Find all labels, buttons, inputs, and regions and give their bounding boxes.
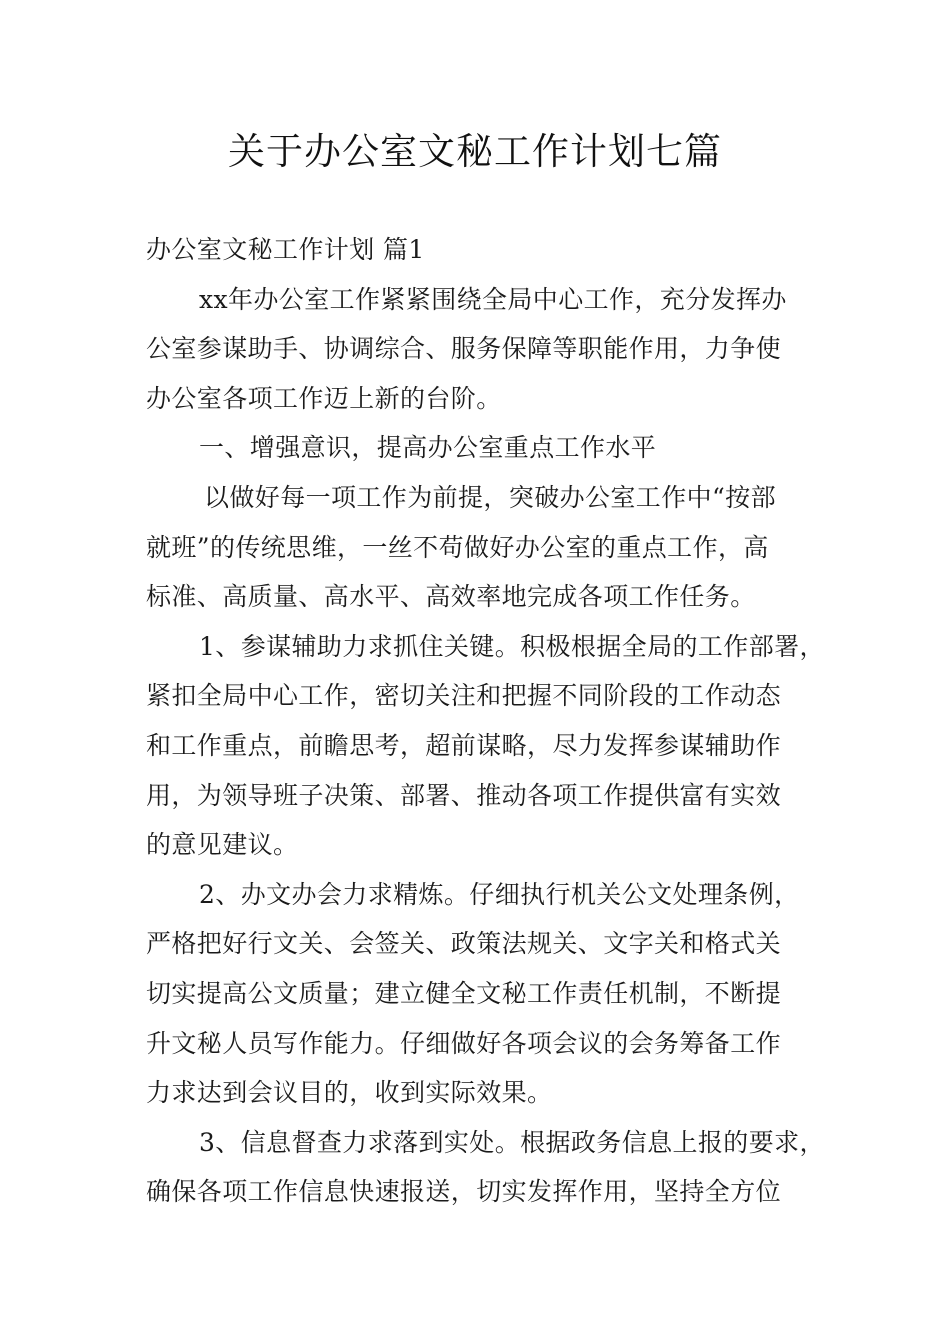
paragraph-line: 严格把好行文关、会签关、政策法规关、文字关和格式关 [146, 929, 782, 959]
paragraph-line: xx年办公室工作紧紧围绕全局中心工作，充分发挥办 [199, 284, 787, 314]
paragraph-line: 切实提高公文质量；建立健全文秘工作责任机制，不断提 [146, 978, 782, 1008]
paragraph-line: 和工作重点，前瞻思考，超前谋略，尽力发挥参谋辅助作 [146, 730, 782, 760]
paragraph-line: 办公室各项工作迈上新的台阶。 [146, 383, 502, 413]
paragraph-line: 升文秘人员写作能力。仔细做好各项会议的会务筹备工作 [146, 1028, 782, 1058]
paragraph-line: 紧扣全局中心工作，密切关注和把握不同阶段的工作动态 [146, 681, 782, 711]
paragraph-line: 2、办文办会力求精炼。仔细执行机关公文处理条例， [199, 879, 800, 909]
paragraph-line: 用，为领导班子决策、部署、推动各项工作提供富有实效 [146, 780, 782, 810]
paragraph-line: 确保各项工作信息快速报送，切实发挥作用，坚持全方位 [146, 1177, 782, 1207]
paragraph-line: 标准、高质量、高水平、高效率地完成各项工作任务。 [146, 582, 756, 612]
paragraph-line: 3、信息督查力求落到实处。根据政务信息上报的要求， [199, 1127, 825, 1157]
paragraph-line: 以做好每一项工作为前提，突破办公室工作中“按部 [204, 482, 776, 512]
paragraph-line: 力求达到会议目的，收到实际效果。 [146, 1078, 553, 1108]
section-heading: 办公室文秘工作计划 篇1 [146, 235, 425, 264]
paragraph-line: 1、参谋辅助力求抓住关键。积极根据全局的工作部署， [199, 631, 825, 661]
paragraph-line: 的意见建议。 [146, 830, 299, 860]
paragraph-line: 公室参谋助手、协调综合、服务保障等职能作用，力争使 [146, 334, 782, 364]
paragraph-line: 就班”的传统思维，一丝不苟做好办公室的重点工作，高 [146, 532, 769, 562]
document-body [146, 225, 826, 1217]
document-title: 关于办公室文秘工作计划七篇 [228, 130, 722, 173]
subsection-heading: 一、增强意识，提高办公室重点工作水平 [199, 433, 657, 463]
